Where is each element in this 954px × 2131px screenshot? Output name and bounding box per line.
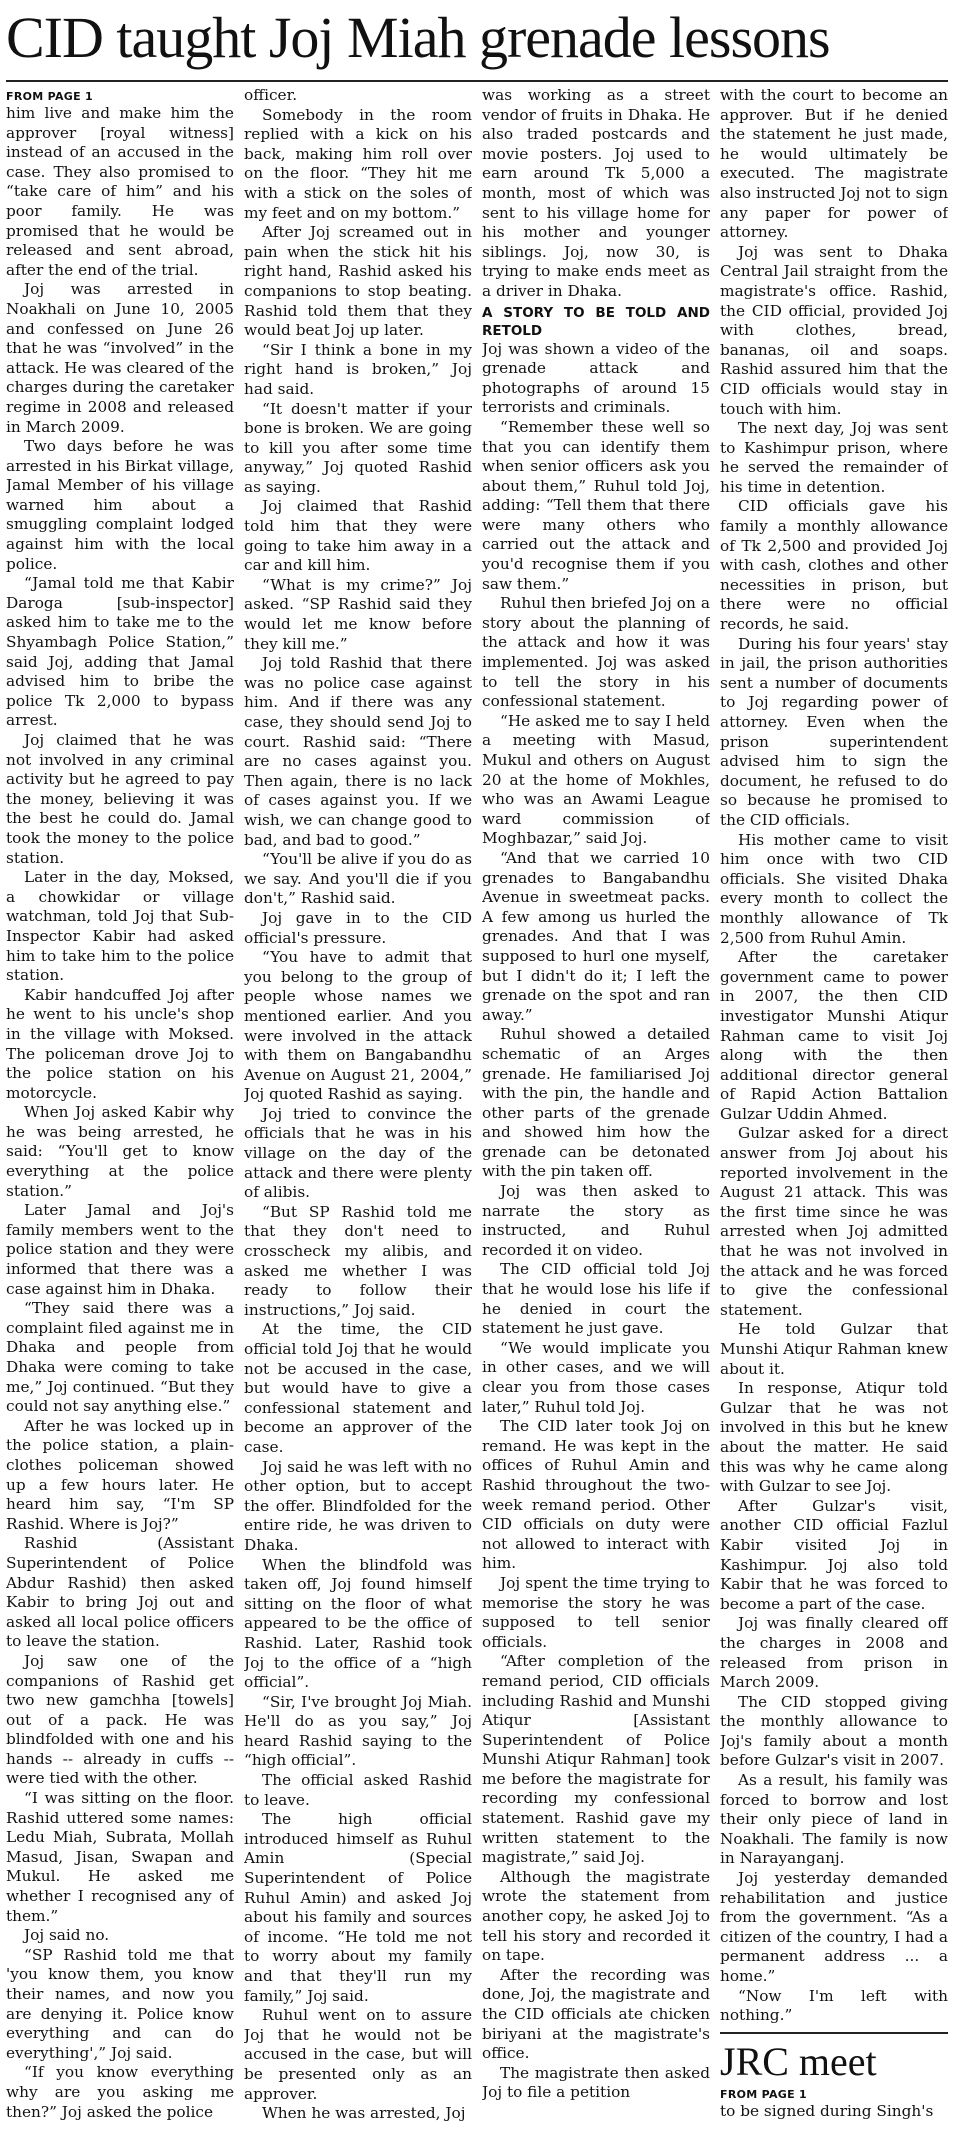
article-paragraph: Kabir handcuffed Joj after he went to his uncle's shop in the village with Moksed. The policeman drove Joj to the police station on his motorcycle. [6,985,234,1102]
article-paragraph: When the blindfold was taken off, Joj found himself sitting on the floor of what appeared to be the office of Rashid. Later, Rashid took Joj to the office of a “high official”. [244,1555,472,1692]
article-paragraph: him live and make him the approver [royal witness] instead of an accused in the case. They also promised to “take care of him” and his poor family. He was promised that he would be released and sent abroad, after the end of the trial. [6,104,234,279]
article-paragraph: Two days before he was arrested in his Birkat village, Jamal Member of his village warned him about a smuggling complaint lodged against him with the local police. [6,437,234,573]
article-paragraph: Joj told Rashid that there was no police case against him. And if there was any case, they should send Joj to court. Rashid said: “There are no cases against you. Then again, there is no lack of cases against you. If we wish, we can change good to bad, and bad to good.” [244,654,472,849]
article-paragraph: The CID later took Joj on remand. He was kept in the offices of Ruhul Amin and Rashid throughout the two-week remand period. Other CID officials on duty were not allowed to interact with him. [482,1417,710,1573]
article-paragraph: Joj tried to convince the officials that he was in his village on the day of the attack and there were plenty of alibis. [244,1104,472,1202]
article-paragraph: Joj was finally cleared off the charges in 2008 and released from prison in March 2009. [720,1614,948,1692]
article-paragraph: During his four years' stay in jail, the prison authorities sent a number of documents to Joj regarding power of attorney. Even when the prison superintendent advised him to sign the document, he refused to do so because he promised to the CID officials. [720,634,948,829]
article-paragraph: Joj was arrested in Noakhali on June 10, 2005 and confessed on June 26 that he was “involved” in the attack. He was cleared of the charges during the caretaker regime in 2008 and released in March 2009. [6,280,234,436]
article-paragraph: The official asked Rashid to leave. [244,1771,472,1809]
article-paragraph: “He asked me to say I held a meeting with Masud, Mukul and others on August 20 at the home of Mokhles, who was an Awami League ward commission of Moghbazar,” said Joj. [482,711,710,848]
article-paragraph: At the time, the CID official told Joj that he would not be accused in the case, but would have to give a confessional statement and become an approver of the case. [244,1320,472,1456]
article-paragraph: He told Gulzar that Munshi Atiqur Rahman knew about it. [720,1320,948,1378]
article-paragraph: Joj said no. [24,1926,110,1945]
article-paragraph: Joj was sent to Dhaka Central Jail straight from the magistrate's office. Rashid, the CID official, provided Joj with clothes, bread, bananas, oil and soaps. Rashid assured him that the CID officials would stay in touch with him. [720,242,948,418]
article-paragraph: “But SP Rashid told me that they don't need to crosscheck my alibis, and asked me whether I was ready to follow their instructions,” Joj said. [244,1202,472,1319]
column-2 [244,86,472,2126]
article-paragraph: “After completion of the remand period, CID officials including Rashid and Munshi Atiqur [Assistant Superintendent of Police Munshi Atiqur Rahman] took me before the magistrate for recording my confessional statement. Rashid gave my written statement to the magistrate,” said Joj. [482,1652,710,1867]
article-paragraph: CID officials gave his family a monthly allowance of Tk 2,500 and provided Joj with cash, clothes and other necessities in prison, but there were no official records, he said. [720,497,948,634]
article-paragraph: His mother came to visit him once with two CID officials. She visited Dhaka every month to collect the monthly allowance of Tk 2,500 from Ruhul Amin. [720,830,948,947]
article-paragraph: Joj said he was left with no other option, but to accept the offer. Blindfolded for the entire ride, he was driven to Dhaka. [244,1457,472,1554]
article-paragraph: “Jamal told me that Kabir Daroga [sub-inspector] asked him to take me to the Shyambagh Police Station,” said Joj, adding that Jamal advised him to bribe the police Tk 2,000 to bypass arrest. [6,574,234,730]
story-divider [720,2032,948,2034]
second-story-kicker: FROM PAGE 1 [720,2087,808,2101]
article-paragraph: After the recording was done, Joj, the magistrate and the CID officials ate chicken biriyani at the magistrate's office. [482,1965,710,2063]
second-story-text: to be signed during Singh's [720,2101,934,2120]
article-paragraph: After he was locked up in the police station, a plain-clothes policeman showed up a few hours later. He heard him say, “I'm SP Rashid. Where is Joj?” [6,1416,234,1533]
article-paragraph: Joj saw one of the companions of Rashid get two new gamchha [towels] out of a pack. He was blindfolded with one and his hands -- already in cuffs -- were tied with the other. [6,1651,234,1788]
article-paragraph: The CID stopped giving the monthly allowance to Joj's family about a month before Gulzar's visit in 2007. [720,1692,948,1770]
article-paragraph: Joj gave in to the CID official's pressure. [244,908,472,947]
column-4 [720,86,948,2126]
article-paragraph: Somebody in the room replied with a kick on his back, making him roll over on the floor. “They hit me with a stick on the soles of my feet and on my bottom.” [244,105,472,222]
article-paragraph: Joj was then asked to narrate the story as instructed, and Ruhul recorded it on video. [482,1182,710,1259]
article-paragraph: As a result, his family was forced to borrow and lost their only piece of land in Noakhali. The family is now in Narayanganj. [720,1771,948,1868]
article-paragraph: “Now I'm left with nothing.” [720,1986,948,2025]
headline: CID taught Joj Miah grenade lessons [6,5,830,70]
article-paragraph: Joj was shown a video of the grenade attack and photographs of around 15 terrorists and criminals. [482,339,710,417]
article-paragraph: “You have to admit that you belong to the group of people whose names we mentioned earlier. And you were involved in the attack with them on Bangabandhu Avenue on August 21, 2004,” Joj quoted Rashid as saying. [244,948,472,1104]
article-paragraph: Joj spent the time trying to memorise the story he was supposed to tell senior officials. [482,1573,710,1651]
article-paragraph: The magistrate then asked Joj to file a petition [482,2063,710,2102]
article-paragraph: “It doesn't matter if your bone is broken. We are going to kill you after some time anyway,” Joj quoted Rashid as saying. [244,399,472,496]
article-paragraph: Ruhul then briefed Joj on a story about the planning of the attack and how it was implemented. Joj was asked to tell the story in his confessional statement. [482,594,710,711]
article-paragraph: Although the magistrate wrote the statement from another copy, he asked Joj to tell his story and recorded it on tape. [482,1867,710,1965]
article-paragraph: In response, Atiqur told Gulzar that he was not involved in this but he knew about the matter. He said this was why he came along with Gulzar to see Joj. [720,1379,948,1496]
article-paragraph: Joj claimed that Rashid told him that they were going to take him away in a car and kill him. [244,497,472,575]
article-paragraph: The next day, Joj was sent to Kashimpur prison, where he served the remainder of his time in detention. [720,419,948,496]
article-paragraph: officer. [244,86,298,104]
article-paragraph: “They said there was a complaint filed against me in Dhaka and people from Dhaka were coming to take me,” Joj continued. “But they could not say anything else.” [6,1299,234,1416]
article-paragraph: “Sir, I've brought Joj Miah. He'll do as you say,” Joj heard Rashid saying to the “high official”. [244,1692,472,1770]
column-1 [6,86,234,2126]
article-paragraph: When he was arrested, Joj [262,2104,466,2123]
article-paragraph: Joj yesterday demanded rehabilitation and justice from the government. “As a citizen of the country, I had a permanent address ... a home.” [720,1869,948,1985]
subhead: A STORY TO BE TOLD AND RETOLD [482,304,710,339]
second-story-headline: JRC meet [720,2038,877,2084]
article-paragraph: When Joj asked Kabir why he was being arrested, he said: “You'll get to know everything at the police station.” [6,1103,234,1200]
article-paragraph: with the court to become an approver. But if he denied the statement he just made, he would ultimately be executed. The magistrate also instructed Joj not to sign any paper for power of attorney. [720,86,948,242]
article-paragraph: Rashid (Assistant Superintendent of Police Abdur Rashid) then asked Kabir to bring Joj out and asked all local police officers to leave the station. [6,1534,234,1651]
article-columns [6,86,948,2126]
article-paragraph: Ruhul went on to assure Joj that he would not be accused in the case, but will be presented only as an approver. [244,2006,472,2103]
article-paragraph: The CID official told Joj that he would lose his life if he denied in court the statement he just gave. [482,1260,710,1338]
article-paragraph: “What is my crime?” Joj asked. “SP Rashid said they would let me know before they kill me.” [244,575,472,653]
article-paragraph: “We would implicate you in other cases, and we will clear you from those cases later,” Ruhul told Joj. [482,1338,710,1416]
kicker: FROM PAGE 1 [6,90,94,103]
article-paragraph: Ruhul showed a detailed schematic of an Arges grenade. He familiarised Joj with the pin, the handle and other parts of the grenade and showed him how the grenade can be detonated with the pin taken off. [482,1025,710,1181]
article-paragraph: Later Jamal and Joj's family members went to the police station and they were informed that there was a case against him in Dhaka. [6,1201,234,1298]
article-paragraph: Gulzar asked for a direct answer from Joj about his reported involvement in the August 21 attack. This was the first time since he was arrested when Joj admitted that he was not involved in the attack and he was forced to give the confessional statement. [720,1124,948,1319]
article-paragraph: “Sir I think a bone in my right hand is broken,” Joj had said. [244,340,472,398]
headline-rule [6,80,948,82]
article-paragraph: After the caretaker government came to power in 2007, the then CID investigator Munshi Atiqur Rahman came to visit Joj along with the then additional director general of Rapid Action Battalion Gulzar Uddin Ahmed. [720,948,948,1123]
article-paragraph: After Gulzar's visit, another CID official Fazlul Kabir visited Joj in Kashimpur. Joj also told Kabir that he was forced to become a part of the case. [720,1496,948,1613]
article-paragraph: was working as a street vendor of fruits in Dhaka. He also traded postcards and movie posters. Joj used to earn around Tk 5,000 a month, most of which was sent to his village home for his mother and younger siblings. Joj, now 30, is trying to make ends meet as a driver in Dhaka. [482,86,710,300]
article-paragraph: The high official introduced himself as Ruhul Amin (Special Superintendent of Police Ruhul Amin) and asked Joj about his family and sources of income. “He told me not to worry about my family and that they'll run my family,” Joj said. [244,1810,472,2005]
article-paragraph: “I was sitting on the floor. Rashid uttered some names: Ledu Miah, Subrata, Mollah Masud, Jisan, Swapan and Mukul. He asked me whether I recognised any of them.” [6,1789,234,1925]
article-paragraph: “You'll be alive if you do as we say. And you'll die if you don't,” Rashid said. [244,850,472,908]
article-paragraph: “Remember these well so that you can identify them when senior officers ask you about them,” Ruhul told Joj, adding: “Tell them that there were many others who carried out the attack and you'd recognise them if you saw them.” [482,417,710,593]
article-paragraph: “SP Rashid told me that 'you know them, you know their names, and now you are denying it. Police know everything and can do everything',” Joj said. [6,1945,234,2062]
column-3 [482,86,710,2126]
article-paragraph: Later in the day, Moksed, a chowkidar or village watchman, told Joj that Sub-Inspector Kabir had asked him to take him to the police station. [6,868,234,985]
article-paragraph: “And that we carried 10 grenades to Bangabandhu Avenue in sweetmeat packs. A few among us hurled the grenades. And that I was supposed to hurl one myself, but I didn't do it; I left the grenade on the spot and ran away.” [482,848,710,1024]
article-paragraph: Joj claimed that he was not involved in any criminal activity but he agreed to pay the money, believing it was the best he could do. Jamal took the money to the police station. [6,731,234,867]
article-paragraph: “If you know everything why are you asking me then?” Joj asked the police [6,2063,234,2121]
article-paragraph: After Joj screamed out in pain when the stick hit his right hand, Rashid asked his companions to stop beating. Rashid told them that they would beat Joj up later. [244,223,472,340]
